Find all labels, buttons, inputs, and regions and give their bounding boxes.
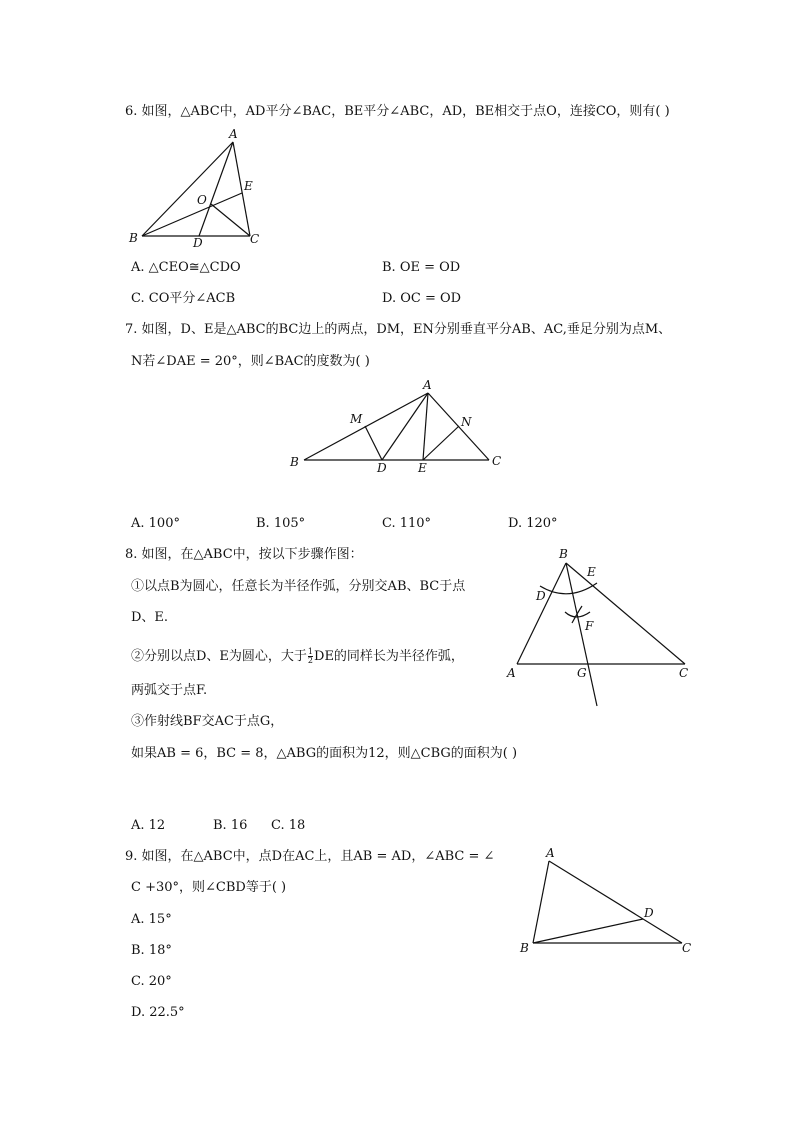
q6-option-b: B. OE = OD xyxy=(382,260,461,275)
q9-side-ab xyxy=(533,861,549,943)
q6-label-a: A xyxy=(229,127,238,141)
q9-option-c: C. 20° xyxy=(131,974,172,989)
q9-side-ac xyxy=(549,861,682,943)
q8-label-e: E xyxy=(587,565,596,579)
q9-label-d: D xyxy=(644,906,654,920)
q7-label-e: E xyxy=(418,461,427,475)
q7-option-c: C. 110° xyxy=(382,516,432,531)
q7-option-d: D. 120° xyxy=(508,516,558,531)
q8-label-d: D xyxy=(536,589,546,603)
q7-option-a: A. 100° xyxy=(131,516,180,531)
q8-step2-pre: ②分别以点D、E为圆心，大于 xyxy=(131,649,307,664)
q8-label-b: B xyxy=(559,547,568,561)
q8-option-b: B. 16 xyxy=(213,818,248,833)
q6-label-o: O xyxy=(197,193,207,207)
q6-label-b: B xyxy=(129,231,138,245)
q7-label-d: D xyxy=(377,461,387,475)
q9-stem-line1: 9. 如图，在△ABC中，点D在AC上，且AB = AD，∠ABC = ∠ xyxy=(125,849,495,864)
q7-option-b: B. 105° xyxy=(256,516,306,531)
q6-label-c: C xyxy=(250,232,260,246)
q8-option-a: A. 12 xyxy=(131,818,166,833)
q6-stem: 6. 如图，△ABC中，AD平分∠BAC，BE平分∠ABC，AD，BE相交于点O，连接CO，则有( ) xyxy=(125,104,670,119)
q9-option-d: D. 22.5° xyxy=(131,1005,185,1020)
q7-label-n: N xyxy=(461,415,472,429)
q9-option-a: A. 15° xyxy=(131,912,172,927)
q8-label-c: C xyxy=(679,666,689,680)
q8-step2-line2: 两弧交于点F. xyxy=(131,683,208,698)
q7-label-b: B xyxy=(290,455,299,469)
q6-label-e: E xyxy=(244,179,253,193)
q8-label-f: F xyxy=(585,619,594,633)
q8-fraction-denominator: 2 xyxy=(307,656,314,665)
q8-option-c: C. 18 xyxy=(271,818,306,833)
q9-label-c: C xyxy=(682,941,692,955)
q9-label-a: A xyxy=(546,846,555,860)
q8-label-a: A xyxy=(507,666,516,680)
q9-stem-line2: C +30°，则∠CBD等于( ) xyxy=(131,880,287,895)
q6-label-d: D xyxy=(193,236,203,250)
q8-step2-post: DE的同样长为半径作弧， xyxy=(314,649,464,664)
q8-fraction-numerator: 1 xyxy=(307,647,314,656)
q8-label-g: G xyxy=(577,666,587,680)
q6-option-d: D. OC = OD xyxy=(382,291,462,306)
q8-step1-line1: ①以点B为圆心，任意长为半径作弧，分别交AB、BC于点 xyxy=(131,579,466,594)
q7-label-a: A xyxy=(423,378,432,392)
q9-label-b: B xyxy=(520,941,529,955)
q8-stem: 8. 如图，在△ABC中，按以下步骤作图： xyxy=(125,547,363,562)
q7-label-m: M xyxy=(350,412,363,426)
q6-option-a: A. △CEO≅△CDO xyxy=(131,260,241,275)
q7-stem-line1: 7. 如图，D、E是△ABC的BC边上的两点，DM，EN分别垂直平分AB、AC,垂足分别为点M、 xyxy=(125,322,672,337)
q8-step1-line2: D、E. xyxy=(131,610,169,625)
q7-stem-line2: N若∠DAE = 20°，则∠BAC的度数为( ) xyxy=(131,354,370,369)
q6-option-c: C. CO平分∠ACB xyxy=(131,291,236,306)
q9-option-b: B. 18° xyxy=(131,943,172,958)
q8-step3: ③作射线BF交AC于点G， xyxy=(131,714,284,729)
q8-condition: 如果AB = 6，BC = 8，△ABG的面积为12，则△CBG的面积为( ) xyxy=(131,746,518,761)
q9-segment-bd xyxy=(533,919,643,943)
q7-label-c: C xyxy=(492,454,502,468)
